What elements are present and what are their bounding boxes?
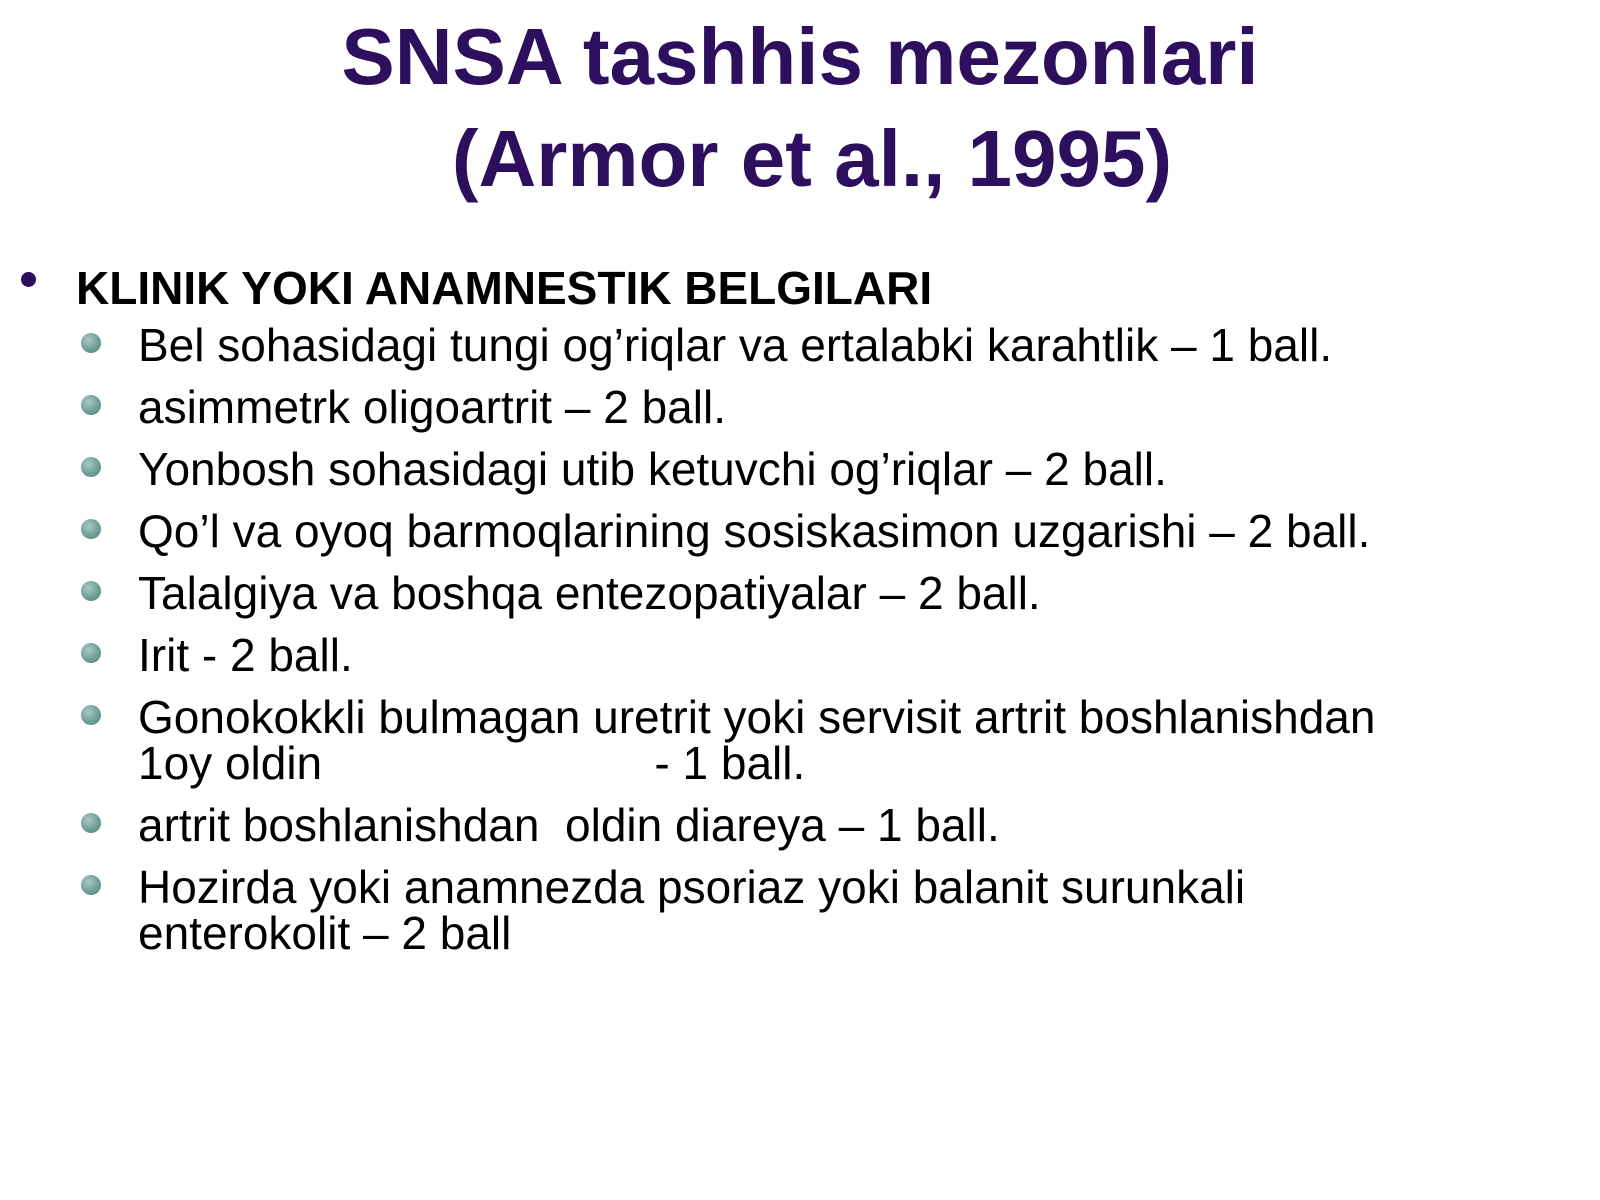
- criteria-text: [138, 629, 1558, 681]
- section-heading-item: [0, 262, 1600, 322]
- bullet-dot-icon: [81, 875, 101, 895]
- criteria-text-line: Gonokokkli bulmagan uretrit yoki servisit artrit boshlanishdan: [138, 691, 1376, 743]
- criteria-text: [138, 799, 1558, 851]
- criteria-text: [138, 691, 1558, 789]
- bullet-dot-icon: [81, 705, 101, 725]
- criteria-text-line: enterokolit – 2 ball: [138, 907, 512, 959]
- criteria-text: [138, 319, 1558, 371]
- bullet-dot-icon: [81, 581, 101, 601]
- bullet-dot-icon: [21, 272, 36, 287]
- section-heading: KLINIK YOKI ANAMNESTIK BELGILARI: [76, 262, 933, 314]
- criteria-list-item: [0, 691, 1558, 789]
- criteria-text-line: asimmetrk oligoartrit – 2 ball.: [138, 381, 726, 433]
- criteria-text-line: Bel sohasidagi tungi og’riqlar va ertalabki karahtlik – 1 ball.: [138, 319, 1333, 371]
- bullet-dot-icon: [81, 457, 101, 477]
- bullet-dot-icon: [81, 519, 101, 539]
- criteria-list-item: [0, 443, 1558, 495]
- criteria-list-item: [0, 505, 1558, 557]
- criteria-text: [138, 381, 1558, 433]
- criteria-text-line: Irit - 2 ball.: [138, 629, 353, 681]
- criteria-list: [0, 319, 1600, 959]
- criteria-text-line: Yonbosh sohasidagi utib ketuvchi og’riqlar – 2 ball.: [138, 443, 1167, 495]
- slide-content: [0, 262, 1600, 972]
- criteria-text: [138, 443, 1558, 495]
- title-line-2: (Armor et al., 1995): [451, 114, 1173, 203]
- bullet-dot-icon: [81, 395, 101, 415]
- criteria-list-item: [0, 567, 1558, 619]
- bullet-dot-icon: [81, 333, 101, 353]
- criteria-text-line: artrit boshlanishdan oldin diareya – 1 ball.: [138, 799, 1000, 851]
- criteria-text: [138, 505, 1558, 557]
- criteria-list-item: [0, 319, 1558, 371]
- criteria-text-line: Hozirda yoki anamnezda psoriaz yoki balanit surunkali: [138, 861, 1246, 913]
- criteria-list-item: [0, 629, 1558, 681]
- bullet-dot-icon: [81, 813, 101, 833]
- criteria-text: [138, 861, 1558, 959]
- criteria-list-item: [0, 799, 1558, 851]
- criteria-list-item: [0, 381, 1558, 433]
- slide-title: [0, 6, 1600, 210]
- criteria-list-item: [0, 861, 1558, 959]
- criteria-text-line: Talalgiya va boshqa entezopatiyalar – 2 ball.: [138, 567, 1041, 619]
- criteria-text-line: Qo’l va oyoq barmoqlarining sosiskasimon uzgarishi – 2 ball.: [138, 505, 1371, 557]
- criteria-text: [138, 567, 1558, 619]
- title-line-1: SNSA tashhis mezonlari: [341, 12, 1259, 101]
- bullet-dot-icon: [81, 643, 101, 663]
- criteria-text-line: 1oy oldin - 1 ball.: [138, 737, 806, 789]
